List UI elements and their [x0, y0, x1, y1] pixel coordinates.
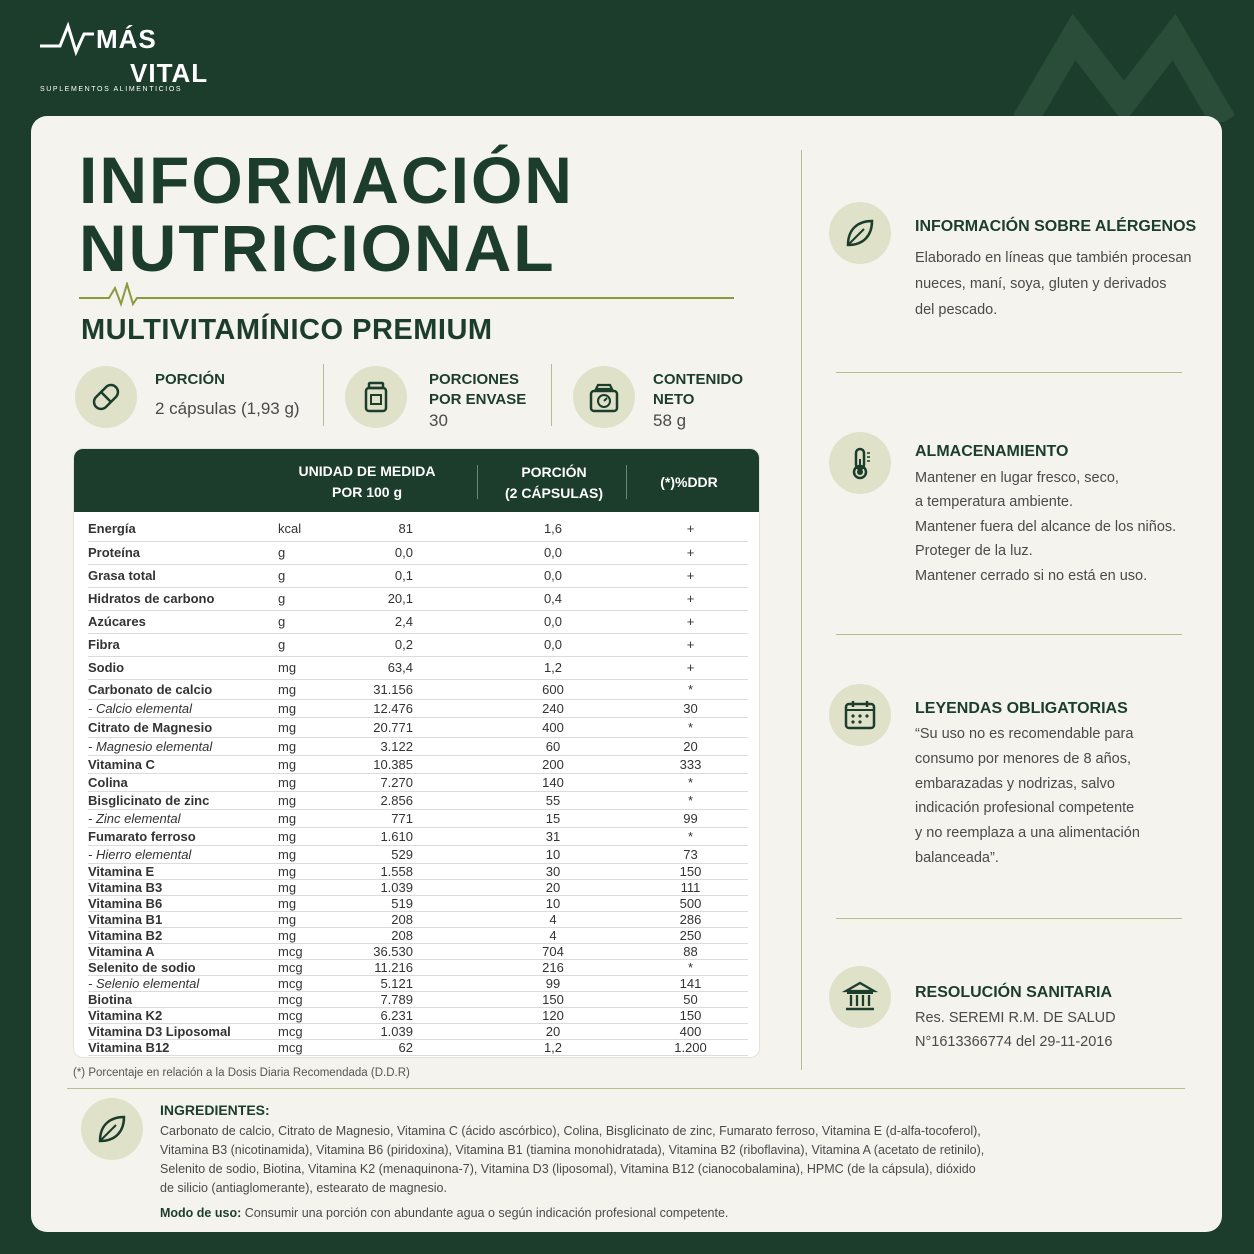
value-ddr: 500: [679, 896, 702, 911]
value-ddr: +: [686, 614, 695, 629]
nutrient-name: - Hierro elemental: [88, 847, 192, 862]
nutrient-name: Energía: [88, 521, 136, 536]
nutrient-unit: mg: [278, 793, 297, 808]
nutrient-name: Azúcares: [88, 614, 146, 629]
value-per-portion: 704: [542, 944, 564, 959]
nutrition-card: [31, 116, 1222, 1232]
nutrient-unit: mcg: [278, 944, 303, 959]
table-row: [88, 680, 748, 700]
value-ddr: 286: [679, 912, 702, 927]
value-ddr: *: [687, 829, 694, 844]
page-title: [79, 143, 574, 285]
value-per-portion: 20: [545, 1024, 561, 1039]
value-per-portion: 30: [545, 864, 561, 879]
nutrient-unit: mcg: [278, 960, 303, 975]
value-per-100g: 1.039: [380, 880, 413, 895]
value-ddr: +: [686, 568, 695, 583]
value-per-100g: 6.231: [380, 1008, 413, 1023]
storage-line: Proteger de la luz.: [915, 543, 1033, 559]
table-row: [88, 517, 748, 542]
leaf-icon: [829, 202, 891, 264]
nutrient-unit: mg: [278, 701, 297, 716]
value-per-portion: 4: [549, 912, 557, 927]
table-row: [88, 992, 748, 1008]
value-per-portion: 0,0: [543, 637, 563, 652]
storage-line: Mantener fuera del alcance de los niños.: [915, 519, 1177, 535]
value-per-portion: 0,0: [543, 568, 563, 583]
value-per-100g: 771: [391, 811, 413, 826]
section-divider: [836, 918, 1182, 919]
table-row: [88, 774, 748, 792]
resolution-line: N°1613366774 del 29-11-2016: [915, 1034, 1113, 1050]
nutrient-name: Vitamina B6: [88, 896, 163, 911]
nutrient-unit: mg: [278, 864, 297, 879]
section-divider: [836, 372, 1182, 373]
value-per-portion: 4: [549, 928, 557, 943]
header-separator: [626, 465, 627, 499]
value-ddr: +: [686, 545, 695, 560]
nutrient-unit: g: [278, 637, 286, 652]
table-row: [88, 976, 748, 992]
value-per-100g: 3.122: [380, 739, 413, 754]
nutrient-name: - Selenio elemental: [88, 976, 200, 991]
nutrient-name: Fumarato ferroso: [88, 829, 196, 844]
value-per-100g: 208: [391, 912, 413, 927]
nutrient-unit: mg: [278, 847, 297, 862]
nutrient-unit: mg: [278, 896, 297, 911]
table-row: [88, 588, 748, 611]
table-row: [88, 792, 748, 810]
value-per-100g: 2,4: [394, 614, 413, 629]
storage-line: a temperatura ambiente.: [915, 494, 1073, 510]
value-per-portion: 20: [545, 880, 561, 895]
value-per-portion: 15: [545, 811, 561, 826]
nutrient-name: - Calcio elemental: [88, 701, 193, 716]
servings-per-package-label: PORCIONES POR ENVASE: [429, 371, 527, 408]
value-per-portion: 140: [542, 775, 564, 790]
table-row: [88, 700, 748, 718]
value-per-100g: 81: [398, 521, 413, 536]
nutrient-name: Vitamina K2: [88, 1008, 163, 1023]
value-per-100g: 63,4: [387, 660, 413, 675]
ingredients-line: Vitamina B3 (nicotinamida), Vitamina B6 (piridoxina), Vitamina B1 (tiamina monohidratada), Vitamina B2 (riboflavina), Vitamina A (acetato de retinilo),: [160, 1143, 985, 1157]
allergens-line: Elaborado en líneas que también procesan: [915, 250, 1192, 266]
table-row: [88, 960, 748, 976]
column-divider: [801, 150, 802, 1070]
brand-word-1: MÁS: [96, 24, 157, 54]
header-unit: UNIDAD DE MEDIDA POR 100 g: [298, 463, 436, 500]
value-per-portion: 120: [542, 1008, 564, 1023]
value-per-100g: 529: [391, 847, 413, 862]
value-ddr: 150: [679, 1008, 702, 1023]
thermometer-icon: [829, 432, 891, 494]
table-row: [88, 864, 748, 880]
nutrient-name: Vitamina B3: [88, 880, 163, 895]
table-row: [88, 756, 748, 774]
value-ddr: 111: [680, 880, 701, 895]
calendar-icon: [829, 684, 891, 746]
legend-line: balanceada”.: [915, 850, 999, 866]
nutrient-name: Colina: [88, 775, 128, 790]
value-ddr: *: [687, 720, 694, 735]
value-per-100g: 0,0: [394, 545, 413, 560]
table-row: [88, 657, 748, 680]
scale-icon: [573, 366, 635, 428]
nutrient-unit: mg: [278, 682, 297, 697]
storage-line: Mantener en lugar fresco, seco,: [915, 470, 1119, 486]
info-separator: [323, 364, 324, 426]
value-ddr: *: [687, 682, 694, 697]
capsule-icon: [75, 366, 137, 428]
ingredients-line: de silicio (antiaglomerante), estearato de magnesio.: [160, 1181, 447, 1195]
value-per-portion: 400: [542, 720, 564, 735]
nutrient-name: Vitamina E: [88, 864, 155, 879]
value-per-100g: 519: [391, 896, 413, 911]
value-ddr: 20: [683, 739, 698, 754]
usage-text: Consumir una porción con abundante agua o según indicación profesional competente.: [244, 1206, 729, 1220]
nutrient-unit: mg: [278, 660, 297, 675]
legend-line: consumo por menores de 8 años,: [915, 751, 1132, 767]
value-ddr: +: [686, 660, 695, 675]
value-ddr: 400: [679, 1024, 702, 1039]
value-per-portion: 200: [542, 757, 564, 772]
table-row: [88, 846, 748, 864]
ingredients-title: INGREDIENTES:: [160, 1102, 270, 1118]
ingredients-leaf-icon: [81, 1098, 143, 1160]
table-row: [88, 1040, 748, 1056]
ingredients-line: Carbonato de calcio, Citrato de Magnesio, Vitamina C (ácido ascórbico), Colina, Bisglicinato de zinc, Fumarato ferroso, Vitamina E (d-alfa-tocoferol),: [160, 1124, 981, 1138]
nutrient-unit: mcg: [278, 1008, 303, 1023]
value-per-100g: 1.039: [380, 1024, 413, 1039]
nutrient-name: Hidratos de carbono: [88, 591, 215, 606]
value-per-100g: 10.385: [373, 757, 413, 772]
nutrient-name: Bisglicinato de zinc: [88, 793, 210, 808]
background-monogram: [1014, 12, 1234, 122]
value-ddr: *: [687, 793, 694, 808]
table-row: [88, 565, 748, 588]
nutrient-name: Biotina: [88, 992, 133, 1007]
brand-tagline: SUPLEMENTOS ALIMENTICIOS: [40, 86, 183, 93]
legend-line: y no reemplaza a una alimentación: [915, 825, 1140, 841]
nutrient-unit: mg: [278, 829, 297, 844]
table-row: [88, 912, 748, 928]
table-row: [88, 944, 748, 960]
nutrient-unit: mg: [278, 811, 297, 826]
value-per-portion: 240: [542, 701, 564, 716]
serving-label: PORCIÓN: [155, 371, 226, 388]
allergens-line: del pescado.: [915, 302, 998, 318]
bottom-divider: [67, 1088, 1185, 1089]
value-ddr: 88: [683, 944, 698, 959]
nutrient-name: Vitamina B2: [88, 928, 163, 943]
legend-line: indicación profesional competente: [915, 800, 1135, 816]
table-row: [88, 718, 748, 738]
value-ddr: 73: [683, 847, 698, 862]
nutrient-name: Fibra: [88, 637, 120, 652]
value-ddr: +: [686, 591, 695, 606]
nutrient-name: Selenito de sodio: [88, 960, 196, 975]
value-per-portion: 60: [545, 739, 561, 754]
value-per-portion: 150: [542, 992, 564, 1007]
nutrient-unit: mg: [278, 928, 297, 943]
value-per-100g: 62: [398, 1040, 413, 1055]
nutrient-unit: mg: [278, 912, 297, 927]
nutrient-name: Vitamina B1: [88, 912, 163, 927]
nutrient-unit: mg: [278, 880, 297, 895]
net-content-label: CONTENIDO NETO: [653, 371, 743, 408]
value-per-100g: 2.856: [380, 793, 413, 808]
value-per-100g: 1.558: [380, 864, 413, 879]
nutrient-unit: mcg: [278, 1040, 303, 1055]
value-per-100g: 7.789: [380, 992, 413, 1007]
value-ddr: 250: [679, 928, 702, 943]
table-row: [88, 828, 748, 846]
nutrient-unit: mg: [278, 739, 297, 754]
value-per-100g: 31.156: [373, 682, 413, 697]
value-ddr: 30: [683, 701, 698, 716]
value-per-portion: 0,4: [543, 591, 563, 606]
value-per-portion: 1,2: [543, 660, 563, 675]
institution-icon: [829, 966, 891, 1028]
value-per-100g: 5.121: [380, 976, 413, 991]
brand-logo: [38, 18, 209, 96]
table-row: [88, 738, 748, 756]
value-per-100g: 20,1: [387, 591, 413, 606]
value-ddr: +: [686, 637, 695, 652]
value-per-portion: 1,2: [543, 1040, 563, 1055]
nutrient-name: - Magnesio elemental: [88, 739, 213, 754]
value-ddr: 50: [683, 992, 698, 1007]
serving-value: 2 cápsulas (1,93 g): [155, 399, 300, 418]
ingredients-line: Selenito de sodio, Biotina, Vitamina K2 (menaquinona-7), Vitamina D3 (liposomal), Vitamina B12 (cianocobalamina), HPMC (de la cápsula), dióxido: [160, 1162, 976, 1176]
pulse-divider: [79, 282, 734, 308]
allergens-line: nueces, maní, soya, gluten y derivados: [915, 276, 1167, 292]
nutrient-name: Citrato de Magnesio: [88, 720, 213, 735]
nutrient-unit: kcal: [278, 521, 302, 536]
resolution-line: Res. SEREMI R.M. DE SALUD: [915, 1010, 1116, 1026]
sanitary-resolution-title: RESOLUCIÓN SANITARIA: [915, 984, 1113, 1001]
value-per-100g: 7.270: [380, 775, 413, 790]
table-row: [88, 928, 748, 944]
nutrient-name: Proteína: [88, 545, 141, 560]
value-per-portion: 600: [542, 682, 564, 697]
servings-per-package-value: 30: [429, 411, 448, 430]
header-ddr: (*)%DDR: [660, 474, 718, 490]
nutrient-unit: mg: [278, 757, 297, 772]
nutrient-name: Vitamina B12: [88, 1040, 170, 1055]
nutrient-unit: g: [278, 545, 286, 560]
nutrient-name: Vitamina C: [88, 757, 155, 772]
legend-line: embarazadas y nodrizas, salvo: [915, 776, 1115, 792]
nutrient-unit: mg: [278, 720, 297, 735]
nutrient-name: Sodio: [88, 660, 125, 675]
value-per-portion: 10: [545, 847, 561, 862]
usage-instructions: [160, 1206, 728, 1220]
value-ddr: 1.200: [674, 1040, 707, 1055]
nutrient-unit: mg: [278, 775, 297, 790]
value-per-portion: 0,0: [543, 614, 563, 629]
table-row: [88, 1008, 748, 1024]
storage-title: ALMACENAMIENTO: [915, 443, 1069, 460]
value-per-100g: 208: [391, 928, 413, 943]
table-row: [88, 542, 748, 565]
table-footnote: (*) Porcentaje en relación a la Dosis Diaria Recomendada (D.D.R): [73, 1067, 410, 1079]
net-content-value: 58 g: [653, 411, 687, 430]
nutrient-name: Carbonato de calcio: [88, 682, 213, 697]
value-per-100g: 0,2: [394, 637, 413, 652]
title-line-2: NUTRICIONAL: [79, 211, 556, 285]
table-row: [88, 810, 748, 828]
header-separator: [477, 465, 478, 499]
nutrient-unit: mcg: [278, 1024, 303, 1039]
table-row: [88, 634, 748, 657]
jar-icon: [345, 366, 407, 428]
header-portion: PORCIÓN (2 CÁPSULAS): [504, 464, 603, 501]
value-per-100g: 36.530: [373, 944, 413, 959]
value-per-100g: 20.771: [373, 720, 413, 735]
value-per-portion: 99: [545, 976, 561, 991]
value-ddr: *: [687, 775, 694, 790]
table-row: [88, 1024, 748, 1040]
value-per-portion: 10: [545, 896, 561, 911]
nutrient-unit: mcg: [278, 992, 303, 1007]
nutrient-unit: g: [278, 591, 286, 606]
nutrient-unit: mcg: [278, 976, 303, 991]
value-per-portion: 31: [545, 829, 561, 844]
nutrition-table: [73, 448, 760, 1058]
table-row: [88, 611, 748, 634]
nutrient-name: - Zinc elemental: [88, 811, 181, 826]
nutrient-unit: g: [278, 614, 286, 629]
nutrient-name: Vitamina D3 Liposomal: [88, 1024, 231, 1039]
value-per-portion: 0,0: [543, 545, 563, 560]
value-per-portion: 1,6: [543, 521, 563, 536]
value-per-100g: 0,1: [394, 568, 413, 583]
value-per-portion: 216: [542, 960, 564, 975]
usage-label: Modo de uso:: [160, 1206, 242, 1220]
allergens-title: INFORMACIÓN SOBRE ALÉRGENOS: [915, 218, 1197, 235]
value-per-100g: 12.476: [373, 701, 413, 716]
table-row: [88, 896, 748, 912]
value-ddr: 150: [679, 864, 702, 879]
product-subtitle: MULTIVITAMÍNICO PREMIUM: [81, 314, 493, 346]
table-header: [74, 449, 760, 512]
value-ddr: 99: [683, 811, 698, 826]
table-row: [88, 880, 748, 896]
storage-line: Mantener cerrado si no está en uso.: [915, 568, 1148, 584]
nutrient-name: Grasa total: [88, 568, 156, 583]
legend-line: “Su uso no es recomendable para: [915, 726, 1134, 742]
value-per-100g: 11.216: [374, 960, 413, 975]
value-ddr: *: [687, 960, 694, 975]
value-per-portion: 55: [545, 793, 561, 808]
nutrient-name: Vitamina A: [88, 944, 155, 959]
title-line-1: INFORMACIÓN: [79, 143, 574, 217]
value-ddr: 141: [679, 976, 702, 991]
value-per-100g: 1.610: [380, 829, 413, 844]
section-divider: [836, 634, 1182, 635]
value-ddr: +: [686, 521, 695, 536]
value-ddr: 333: [679, 757, 702, 772]
mandatory-legends-title: LEYENDAS OBLIGATORIAS: [915, 700, 1128, 717]
brand-word-2: VITAL: [130, 58, 209, 88]
info-separator: [551, 364, 552, 426]
nutrient-unit: g: [278, 568, 286, 583]
